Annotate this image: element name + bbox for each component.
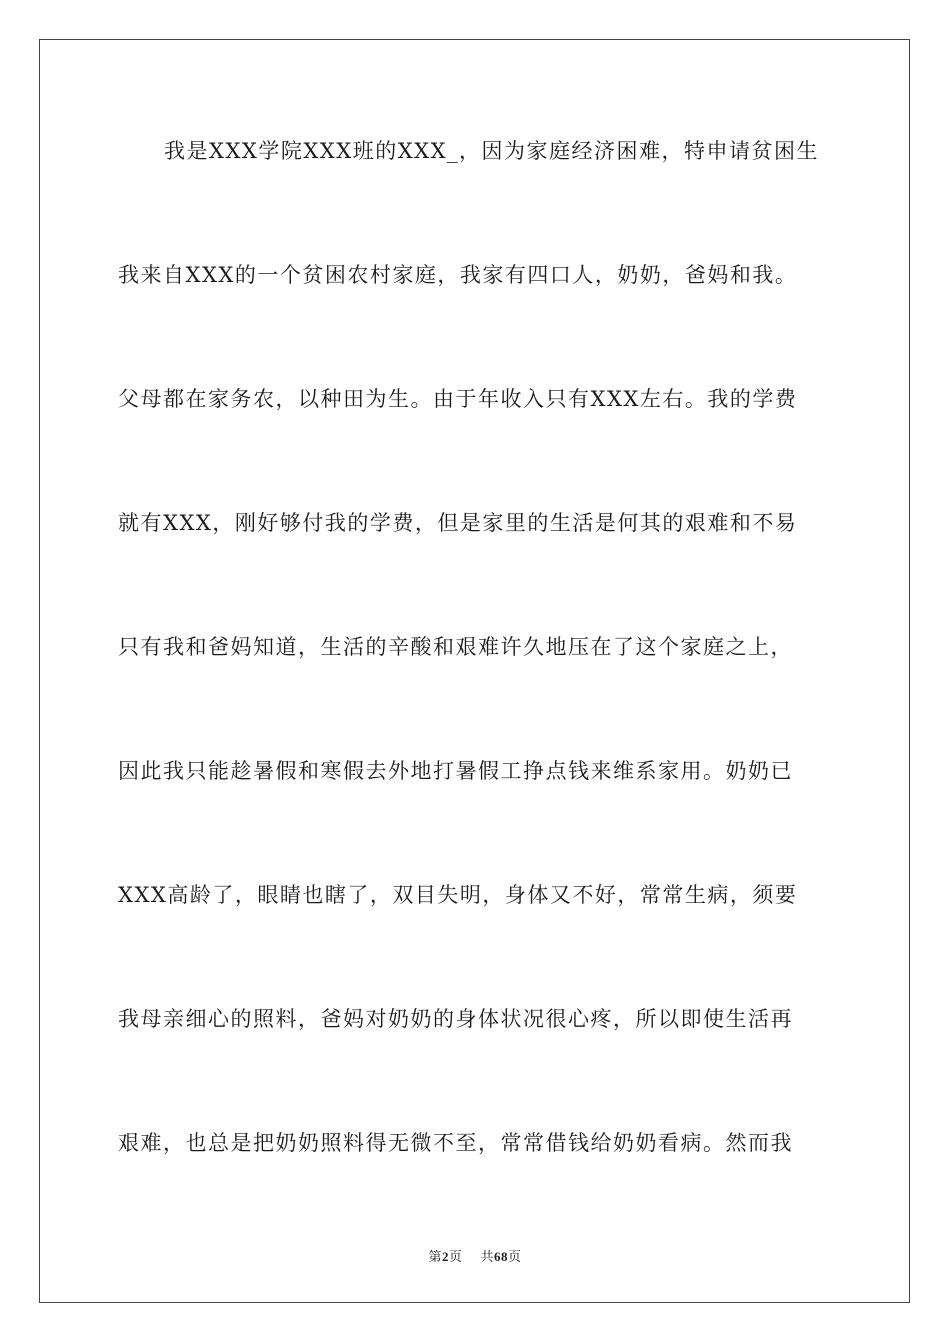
text-line: 我母亲细心的照料，爸妈对奶奶的身体状况很心疼，所以即使生活再 xyxy=(118,1007,793,1031)
document-body xyxy=(118,126,832,1242)
text-line: 我来自XXX的一个贫困农村家庭，我家有四口人，奶奶，爸妈和我。 xyxy=(118,263,798,287)
page-prefix: 第 xyxy=(428,1250,442,1265)
text-line: XXX高龄了，眼睛也瞎了，双目失明，身体又不好，常常生病，须要 xyxy=(118,883,798,907)
text-line: 只有我和爸妈知道，生活的辛酸和艰难许久地压在了这个家庭之上， xyxy=(118,635,793,659)
text-line: 就有XXX，刚好够付我的学费，但是家里的生活是何其的艰难和不易 xyxy=(118,511,798,535)
text-line: 艰难，也总是把奶奶照料得无微不至，常常借钱给奶奶看病。然而我 xyxy=(118,1131,793,1155)
text-line: 因此我只能趁暑假和寒假去外地打暑假工挣点钱来维系家用。奶奶已 xyxy=(118,759,793,783)
page-suffix: 页 xyxy=(448,1250,463,1265)
total-prefix: 共 xyxy=(480,1250,495,1265)
total-pages: 68 xyxy=(494,1249,509,1264)
text-line: 父母都在家务农，以种田为生。由于年收入只有XXX左右。我的学费 xyxy=(118,387,798,411)
page-footer xyxy=(0,1246,950,1265)
total-suffix: 页 xyxy=(508,1250,522,1265)
text-line: 我是XXX学院XXX班的XXX_，因为家庭经济困难，特申请贫困生 xyxy=(164,139,820,163)
page-number: 2 xyxy=(441,1249,449,1264)
